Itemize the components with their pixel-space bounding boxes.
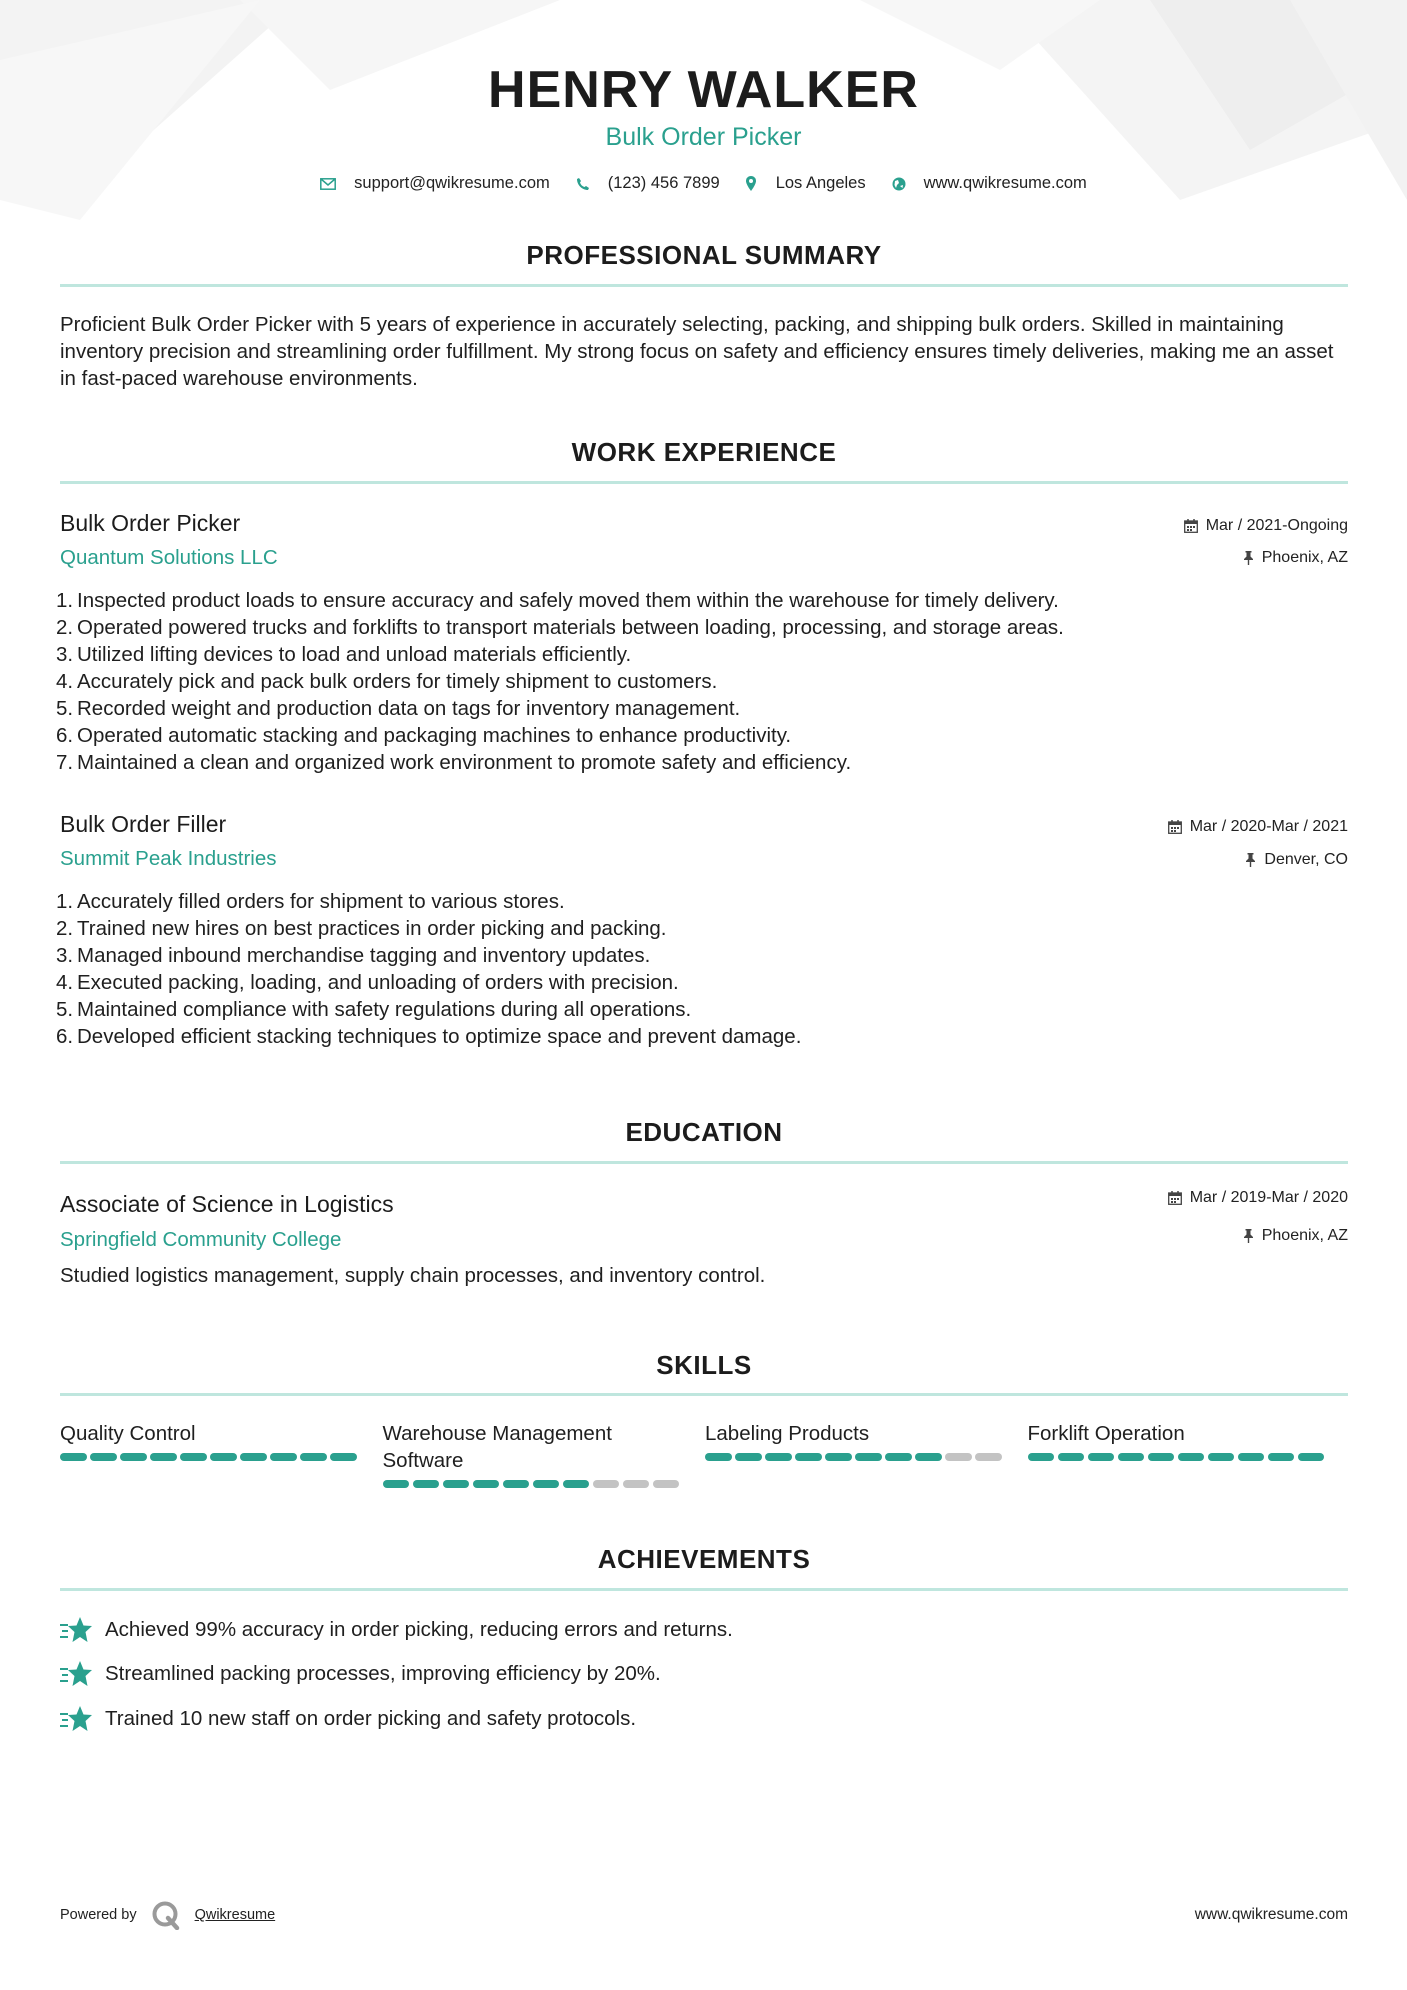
contact-location [746,174,866,193]
list-item: 7. Maintained a clean and organized work environment to promote safety and efficiency. [56,751,852,774]
skill-item [60,1420,383,1488]
skill-name: Warehouse Management Software [382,1422,612,1472]
skill-segment-filled [855,1453,882,1461]
skill-segment-filled [705,1453,732,1461]
job-date-text: Mar / 2021-Ongoing [1205,517,1348,534]
section-divider [60,284,1348,287]
phone-text: (123) 456 7899 [607,174,720,192]
company-name: Summit Peak Industries [60,847,277,870]
education-description: Studied logistics management, supply chain processes, and inventory control. [60,1264,766,1287]
skill-segment-filled [885,1453,912,1461]
section-divider [60,481,1348,484]
email-text: support@qwikresume.com [354,174,550,192]
list-item: 2. Trained new hires on best practices in order picking and packing. [56,917,667,940]
skill-segment-filled [735,1453,762,1461]
list-item: 5. Maintained compliance with safety regulations during all operations. [56,998,692,1021]
skill-segment-filled [795,1453,822,1461]
skill-segment-filled [1268,1453,1295,1461]
skill-segment-filled [1118,1453,1145,1461]
skill-segment-filled [1028,1453,1055,1461]
education-location-text: Phoenix, AZ [1261,1227,1348,1244]
skill-segment-empty [945,1453,972,1461]
skill-segment-filled [383,1480,410,1488]
resume-header [0,60,1407,193]
footer-powered-by [60,1900,275,1930]
job-location-text: Denver, CO [1264,851,1348,868]
skill-rating [705,1453,1028,1461]
website-text: www.qwikresume.com [923,174,1087,192]
job-location [1245,851,1348,869]
skill-segment-filled [915,1453,942,1461]
skill-segment-filled [60,1453,87,1461]
skill-segment-filled [1178,1453,1205,1461]
skill-segment-filled [270,1453,297,1461]
skill-segment-empty [623,1480,650,1488]
pin-icon [1245,853,1256,867]
achievement-item [60,1660,661,1688]
skill-segment-filled [330,1453,357,1461]
list-item: 4. Executed packing, loading, and unloading of orders with precision. [56,971,679,994]
job-location-text: Phoenix, AZ [1261,549,1348,566]
skill-item [1028,1420,1351,1488]
pin-icon [1243,1229,1254,1243]
job-title: Bulk Order Picker [60,510,241,536]
contact-bar [0,174,1407,193]
contact-email[interactable] [320,174,550,193]
calendar-icon [1184,519,1198,533]
phone-icon [576,177,590,191]
achievement-text: Trained 10 new staff on order picking and safety protocols. [105,1707,637,1730]
skill-segment-filled [90,1453,117,1461]
envelope-icon [320,178,336,190]
section-title-achievements: ACHIEVEMENTS [597,1544,811,1574]
section-divider [60,1161,1348,1164]
skill-segment-filled [1088,1453,1115,1461]
skill-segment-filled [533,1480,560,1488]
achievement-text: Achieved 99% accuracy in order picking, reducing errors and returns. [105,1618,733,1641]
star-achievement-icon [60,1616,92,1644]
star-achievement-icon [60,1660,92,1688]
map-marker-icon [746,176,756,191]
summary-text: Proficient Bulk Order Picker with 5 years of experience in accurately selecting, packing, and shipping bulk orders. Skilled in maintaining inventory precision and streamlining order fulfillment. My strong focus on safety and efficiency ensures timely deliveries, making me an asset in fast-paced warehouse environments. [60,313,1334,390]
skill-name: Quality Control [60,1422,196,1445]
skill-item [705,1420,1028,1488]
job-bullet-list [56,888,1346,1050]
school-name: Springfield Community College [60,1228,342,1251]
pin-icon [1243,551,1254,565]
list-item: 4. Accurately pick and pack bulk orders for timely shipment to customers. [56,670,718,693]
section-title-summary: PROFESSIONAL SUMMARY [526,240,882,270]
achievement-text: Streamlined packing processes, improving efficiency by 20%. [105,1662,661,1685]
skill-segment-empty [653,1480,680,1488]
section-title-skills: SKILLS [656,1350,752,1380]
education-location [1243,1227,1348,1245]
job-bullet-list [56,587,1346,776]
list-item: 6. Operated automatic stacking and packaging machines to enhance productivity. [56,724,792,747]
skill-segment-filled [150,1453,177,1461]
skill-rating [60,1453,383,1461]
company-name: Quantum Solutions LLC [60,546,278,569]
qwikresume-logo-icon [151,1900,181,1930]
skill-segment-filled [1208,1453,1235,1461]
skill-segment-filled [765,1453,792,1461]
footer-website[interactable]: www.qwikresume.com [1194,1906,1348,1923]
skill-segment-filled [1238,1453,1265,1461]
job-title: Bulk Order Filler [60,811,227,837]
job-location [1243,549,1348,567]
skill-item [383,1420,706,1488]
candidate-role: Bulk Order Picker [605,123,802,151]
skill-segment-filled [443,1480,470,1488]
achievement-item [60,1616,733,1644]
skill-segment-filled [1298,1453,1325,1461]
skill-segment-filled [300,1453,327,1461]
skill-segment-filled [1148,1453,1175,1461]
list-item: 6. Developed efficient stacking techniques to optimize space and prevent damage. [56,1025,802,1048]
candidate-name: HENRY WALKER [488,61,919,119]
contact-phone[interactable] [576,174,720,193]
section-divider [60,1588,1348,1591]
skill-name: Labeling Products [705,1422,870,1445]
skill-segment-filled [120,1453,147,1461]
brand-link[interactable]: Qwikresume [194,1907,276,1923]
calendar-icon [1168,1191,1182,1205]
list-item: 1. Inspected product loads to ensure accuracy and safely moved them within the warehouse for timely delivery. [56,589,1059,612]
skill-segment-filled [1058,1453,1085,1461]
skill-segment-filled [210,1453,237,1461]
list-item: 3. Managed inbound merchandise tagging and inventory updates. [56,944,651,967]
job-date [1184,517,1348,535]
skill-segment-filled [473,1480,500,1488]
skill-segment-filled [413,1480,440,1488]
star-achievement-icon [60,1705,92,1733]
skill-rating [1028,1453,1351,1461]
skill-segment-filled [240,1453,267,1461]
degree-title: Associate of Science in Logistics [60,1191,394,1217]
list-item: 1. Accurately filled orders for shipment to various stores. [56,890,565,913]
skill-name: Forklift Operation [1027,1422,1185,1445]
skill-segment-filled [180,1453,207,1461]
skill-segment-filled [503,1480,530,1488]
skill-segment-filled [825,1453,852,1461]
location-text: Los Angeles [775,174,866,192]
skill-segment-filled [563,1480,590,1488]
calendar-icon [1168,820,1182,834]
list-item: 5. Recorded weight and production data on tags for inventory management. [56,697,741,720]
skills-grid [60,1420,1350,1488]
skill-segment-empty [975,1453,1002,1461]
contact-website[interactable] [892,174,1087,193]
education-date-text: Mar / 2019-Mar / 2020 [1189,1189,1348,1206]
skill-segment-empty [593,1480,620,1488]
section-divider [60,1393,1348,1396]
job-date [1168,818,1348,836]
section-title-education: EDUCATION [625,1117,783,1147]
achievement-item [60,1705,636,1733]
skill-rating [383,1480,706,1488]
education-date [1168,1189,1348,1207]
job-date-text: Mar / 2020-Mar / 2021 [1189,818,1348,835]
globe-icon [892,177,906,191]
section-title-experience: WORK EXPERIENCE [571,437,837,467]
list-item: 2. Operated powered trucks and forklifts to transport materials between loading, processing, and storage areas. [56,616,1064,639]
powered-by-label: Powered by [60,1907,137,1923]
list-item: 3. Utilized lifting devices to load and unload materials efficiently. [56,643,632,666]
